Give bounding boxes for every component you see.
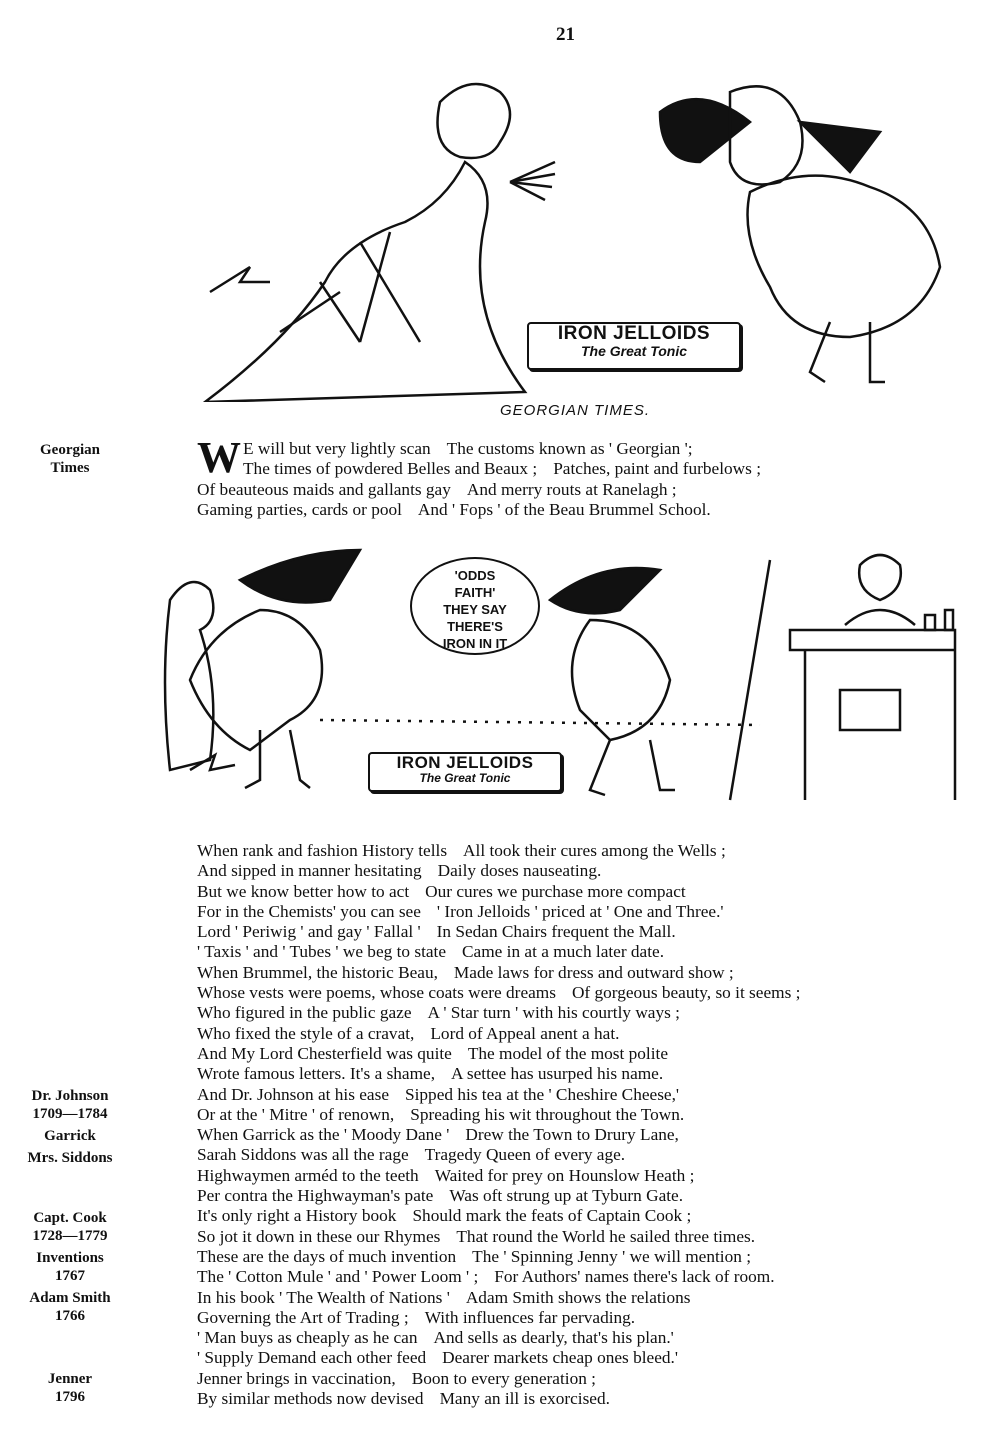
- verse-second-half: And ' Fops ' of the Beau Brummel School.: [417, 499, 711, 519]
- verse-second-half: Daily doses nauseating.: [437, 861, 602, 881]
- verse-second-half: Patches, paint and furbelows ;: [553, 459, 761, 479]
- verse-first-half: Who fixed the style of a cravat,: [197, 1023, 415, 1043]
- verse-first-half: Of beauteous maids and gallants gay: [197, 479, 451, 499]
- verse-line: [197, 963, 800, 983]
- verse-first-half: The ' Cotton Mule ' and ' Power Loom ' ;: [197, 1267, 479, 1287]
- page-number: 21: [556, 24, 575, 45]
- verse-second-half: Lord of Appeal anent a hat.: [430, 1023, 620, 1043]
- margin-note-georgian: [0, 441, 140, 477]
- ad-tagline: The Great Tonic: [419, 771, 511, 785]
- verse-line: [197, 922, 800, 942]
- verse-line: [197, 1369, 800, 1389]
- opening-stanza: [197, 433, 761, 520]
- verse-line: [197, 1288, 800, 1308]
- verse-line: [197, 459, 760, 479]
- margin-note-text: Jenner: [47, 1371, 93, 1387]
- verse-second-half: ' Iron Jelloids ' priced at ' One and Three.': [436, 901, 724, 921]
- verse-second-half: Sipped his tea at the ' Cheshire Cheese,': [405, 1084, 680, 1104]
- verse-second-half: Spreading his wit throughout the Town.: [410, 1104, 685, 1124]
- verse-second-half: Adam Smith shows the relations: [465, 1287, 691, 1307]
- verse-line: [197, 1308, 800, 1328]
- verse-second-half: Was oft strung up at Tyburn Gate.: [449, 1186, 684, 1206]
- verse-first-half: ' Taxis ' and ' Tubes ' we beg to state: [197, 942, 447, 962]
- verse-first-half: Jenner brings in vaccination,: [197, 1368, 396, 1388]
- margin-note-johnson: [0, 1087, 140, 1123]
- margin-note-text: Mrs. Siddons: [27, 1150, 113, 1166]
- speech-line: THEY SAY: [443, 602, 507, 617]
- margin-note-jenner: [0, 1370, 140, 1406]
- verse-second-half: A ' Star turn ' with his courtly ways ;: [427, 1003, 680, 1023]
- verse-line: [197, 480, 760, 500]
- margin-note-text: 1796: [55, 1389, 85, 1405]
- margin-note-garrick: [0, 1127, 140, 1145]
- verse-first-half: The times of powdered Belles and Beaux ;: [243, 459, 538, 479]
- verse-second-half: The ' Spinning Jenny ' we will mention ;: [472, 1246, 752, 1266]
- verse-line: [197, 882, 800, 902]
- verse-line: [197, 1024, 800, 1044]
- verse-first-half: Or at the ' Mitre ' of renown,: [197, 1104, 395, 1124]
- margin-note-siddons: [0, 1149, 140, 1167]
- verse-line: [197, 1085, 800, 1105]
- verse-line: [197, 1064, 800, 1084]
- verse-second-half: Waited for prey on Hounslow Heath ;: [434, 1165, 695, 1185]
- margin-note-text: Garrick: [44, 1128, 96, 1144]
- verse-second-half: And sells as dearly, that's his plan.': [433, 1328, 674, 1348]
- margin-note-text: 1766: [55, 1308, 85, 1324]
- verse-second-half: Dearer markets cheap ones bleed.': [442, 1348, 678, 1368]
- verse-line: [197, 1044, 800, 1064]
- verse-line: [197, 1267, 800, 1287]
- verse-second-half: In Sedan Chairs frequent the Mall.: [436, 922, 676, 942]
- verse-line: [197, 1227, 800, 1247]
- ad-tagline: The Great Tonic: [580, 343, 688, 359]
- verse-line: [197, 1145, 800, 1165]
- verse-first-half: Wrote famous letters. It's a shame,: [197, 1064, 436, 1084]
- verse-first-half: Whose vests were poems, whose coats were dreams: [197, 983, 556, 1003]
- verse-second-half: Of gorgeous beauty, so it seems ;: [571, 983, 801, 1003]
- verse-first-half: E will but very lightly scan: [243, 439, 431, 458]
- verse-second-half: Drew the Town to Drury Lane,: [465, 1125, 679, 1145]
- verse-first-half: It's only right a History book: [197, 1206, 397, 1226]
- verse-first-half: Governing the Art of Trading ;: [197, 1307, 409, 1327]
- speech-line: IRON IN IT: [442, 636, 508, 651]
- verse-line: [197, 902, 800, 922]
- section-title: GEORGIAN TIMES.: [499, 402, 650, 419]
- verse-second-half: Boon to every generation ;: [411, 1368, 596, 1388]
- verse-first-half: When rank and fashion History tells: [197, 841, 448, 860]
- verse-first-half: When Brummel, the historic Beau,: [197, 962, 438, 982]
- verse-first-half: These are the days of much invention: [197, 1246, 457, 1266]
- iron-jelloids-ad-1: [527, 322, 741, 370]
- margin-note-cook: [0, 1209, 140, 1245]
- verse-line: [197, 841, 800, 861]
- speech-line: 'ODDS: [454, 568, 496, 583]
- verse-line: [197, 861, 800, 881]
- speech-line: THERE'S: [447, 619, 503, 634]
- speech-line: FAITH': [454, 585, 496, 600]
- margin-note-text: Georgian: [40, 442, 100, 458]
- verse-second-half: Many an ill is exorcised.: [439, 1389, 610, 1409]
- verse-line: [197, 1166, 800, 1186]
- verse-first-half: ' Man buys as cheaply as he can: [197, 1328, 418, 1348]
- margin-note-text: Dr. Johnson: [31, 1088, 109, 1104]
- verse-first-half: For in the Chemists' you can see: [197, 901, 421, 921]
- verse-line: [197, 1105, 800, 1125]
- verse-first-half: And Dr. Johnson at his ease: [197, 1084, 389, 1104]
- verse-line: [197, 1206, 800, 1226]
- drop-cap: W: [197, 433, 241, 482]
- verse-first-half: Lord ' Periwig ' and gay ' Fallal ': [197, 922, 421, 942]
- margin-note-text: 1728—1779: [32, 1228, 108, 1244]
- verse-first-half: And sipped in manner hesitating: [197, 861, 422, 881]
- verse-second-half: Should mark the feats of Captain Cook ;: [412, 1206, 692, 1226]
- verse-second-half: Tragedy Queen of every age.: [424, 1145, 626, 1165]
- verse-second-half: That round the World he sailed three times.: [456, 1226, 756, 1246]
- verse-second-half: All took their cures among the Wells ;: [463, 841, 726, 860]
- margin-note-text: Adam Smith: [29, 1290, 111, 1306]
- verse-line: [197, 1328, 800, 1348]
- verse-line: [197, 1186, 800, 1206]
- poem-body: [197, 841, 800, 1409]
- verse-line: [197, 1389, 800, 1409]
- verse-first-half: When Garrick as the ' Moody Dane ': [197, 1125, 450, 1145]
- verse-second-half: For Authors' names there's lack of room.: [494, 1267, 775, 1287]
- verse-first-half: Sarah Siddons was all the rage: [197, 1145, 409, 1165]
- verse-first-half: By similar methods now devised: [197, 1389, 424, 1409]
- verse-first-half: Who figured in the public gaze: [197, 1003, 412, 1023]
- verse-second-half: And merry routs at Ranelagh ;: [466, 479, 677, 499]
- verse-line: [197, 1348, 800, 1368]
- verse-line: [197, 1247, 800, 1267]
- verse-first-half: In his book ' The Wealth of Nations ': [197, 1287, 450, 1307]
- verse-first-half: ' Supply Demand each other feed: [197, 1348, 427, 1368]
- verse-second-half: Our cures we purchase more compact: [425, 881, 686, 901]
- ad-brand: IRON JELLOIDS: [396, 753, 534, 772]
- margin-note-inventions: [0, 1249, 140, 1285]
- verse-line: [197, 983, 800, 1003]
- verse-second-half: With influences far pervading.: [424, 1307, 636, 1327]
- verse-line: [197, 1125, 800, 1145]
- verse-first-half: And My Lord Chesterfield was quite: [197, 1043, 452, 1063]
- verse-second-half: The model of the most polite: [467, 1043, 668, 1063]
- verse-first-half: Per contra the Highwayman's pate: [197, 1186, 434, 1206]
- speech-bubble: [410, 557, 540, 655]
- margin-note-text: 1709—1784: [32, 1106, 108, 1122]
- iron-jelloids-ad-2: [368, 752, 562, 792]
- verse-second-half: The customs known as ' Georgian ';: [446, 439, 693, 458]
- verse-first-half: So jot it down in these our Rhymes: [197, 1226, 441, 1246]
- margin-note-text: Inventions: [36, 1250, 104, 1266]
- margin-note-text: Capt. Cook: [33, 1210, 107, 1226]
- verse-first-half: Gaming parties, cards or pool: [197, 499, 402, 519]
- verse-line: [197, 942, 800, 962]
- verse-second-half: Came in at a much later date.: [462, 942, 665, 962]
- margin-note-smith: [0, 1289, 140, 1325]
- verse-second-half: Made laws for dress and outward show ;: [453, 962, 734, 982]
- ad-brand: IRON JELLOIDS: [557, 323, 711, 344]
- verse-first-half: But we know better how to act: [197, 881, 410, 901]
- verse-line: [197, 439, 760, 459]
- verse-first-half: Highwaymen arméd to the teeth: [197, 1165, 419, 1185]
- margin-note-text: 1767: [55, 1268, 85, 1284]
- verse-second-half: A settee has usurped his name.: [451, 1064, 664, 1084]
- verse-line: [197, 1003, 800, 1023]
- margin-note-text: Times: [50, 460, 90, 476]
- verse-line: [197, 500, 760, 520]
